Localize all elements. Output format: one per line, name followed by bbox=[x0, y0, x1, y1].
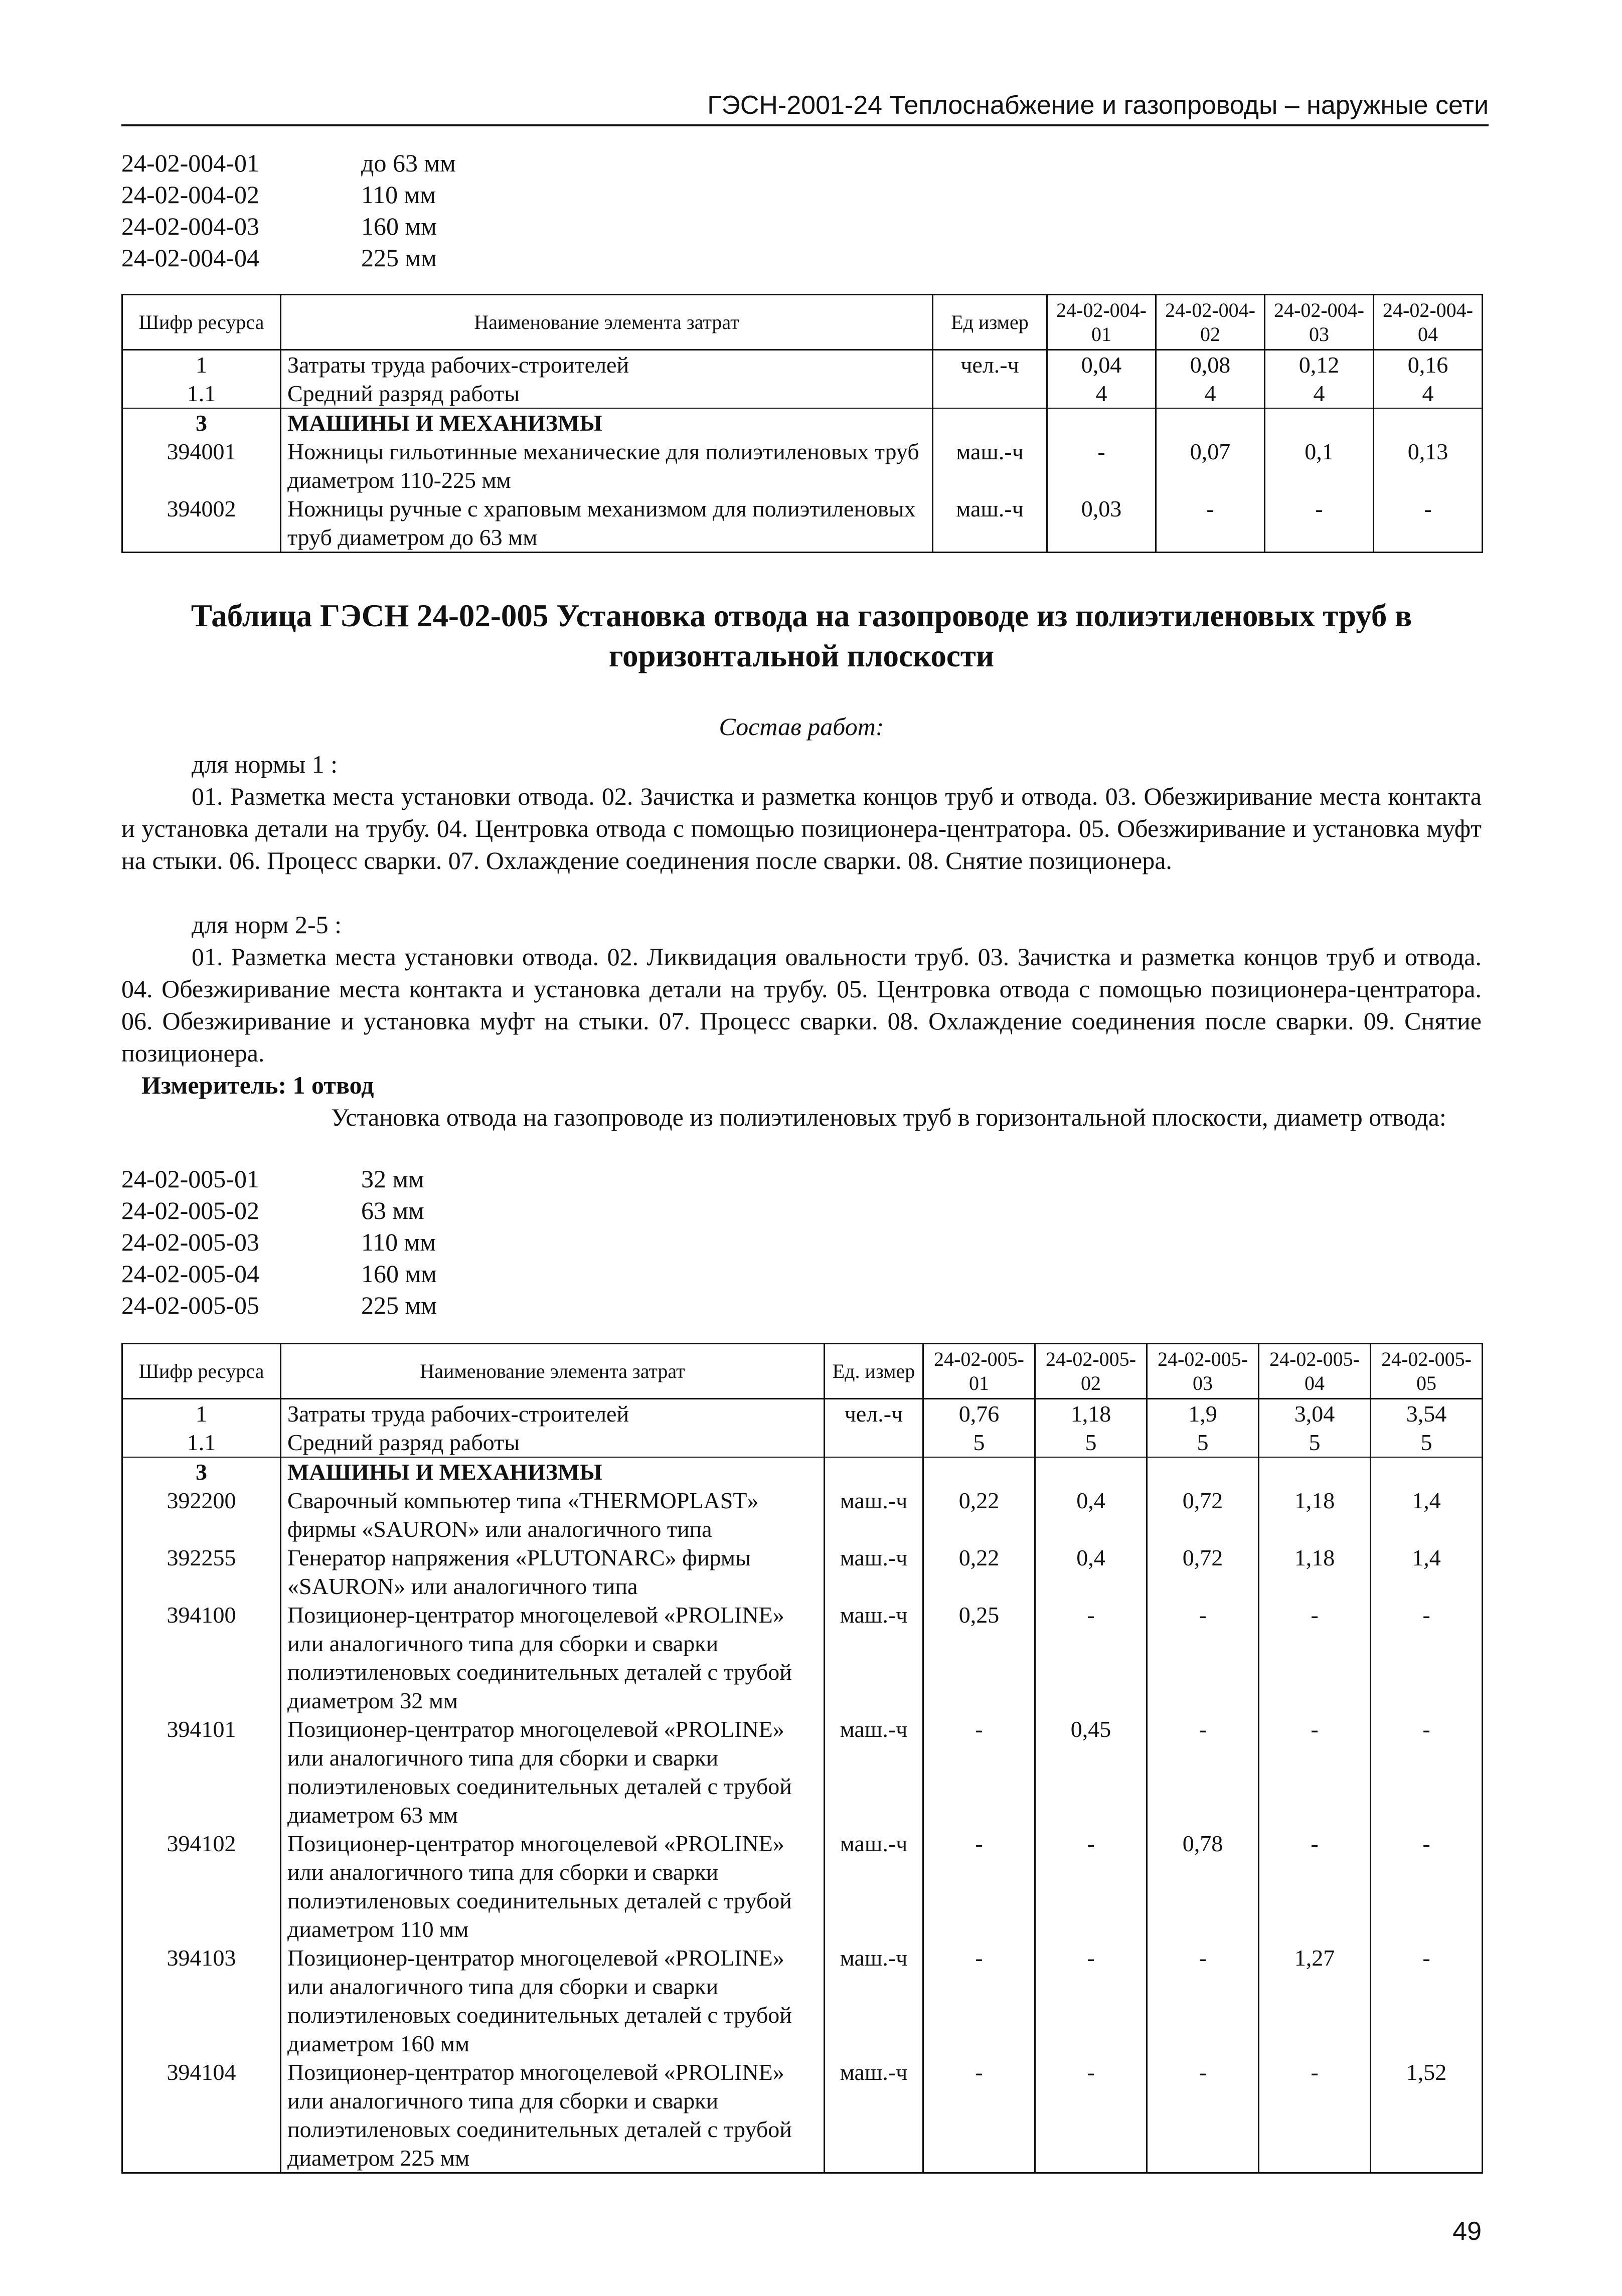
norm-value-cell: - bbox=[1371, 1829, 1483, 1944]
page-number: 49 bbox=[1452, 2217, 1482, 2246]
resource-table-005 bbox=[121, 1343, 1483, 2174]
norm-value-cell: - bbox=[923, 1829, 1035, 1944]
norm-value-cell: 0,22 bbox=[923, 1543, 1035, 1601]
resource-unit: маш.-ч bbox=[825, 1715, 923, 1829]
norm-value-cell: 0,4 bbox=[1035, 1486, 1147, 1543]
col-header-code: Шифр ресурса bbox=[122, 1344, 281, 1399]
resource-code: 3 bbox=[122, 408, 281, 437]
resource-name: Затраты труда рабочих-строителей bbox=[281, 350, 933, 380]
norm-value: 225 мм bbox=[361, 244, 437, 272]
resource-name: Позиционер-центратор многоцелевой «PROLINE» или аналогичного типа для сборки и сварки полиэтиленовых соединительных деталей с трубой диаметром 63 мм bbox=[281, 1715, 825, 1829]
norm-code: 24-02-004-04 bbox=[121, 244, 259, 272]
norm-row bbox=[121, 1163, 437, 1195]
norm-value-cell: - bbox=[1156, 494, 1265, 553]
norm-list-004 bbox=[121, 147, 456, 274]
norm-value-cell: - bbox=[1035, 1944, 1147, 2058]
norm-value: 110 мм bbox=[361, 1228, 436, 1256]
norm25-text: 01. Разметка места установки отвода. 02. Ликвидация овальности труб. 03. Зачистка и разметка концов труб и отвода. 04. Обезжиривание места контакта и установка детали на трубу. 05. Центровка отвода с помощью позиционера-центратора. 06. Обезжиривание и установка муфт на стыки. 07. Процесс сварки. 08. Охлаждение соединения после сварки. 09. Снятие позиционера. bbox=[121, 943, 1482, 1067]
norm-value-cell: 1,18 bbox=[1035, 1399, 1147, 1429]
norm-value-cell: 1,27 bbox=[1259, 1944, 1371, 2058]
table-row bbox=[122, 408, 1483, 437]
norm1-text: 01. Разметка места установки отвода. 02. Зачистка и разметка концов труб и отвода. 03. Обезжиривание места контакта и установка детали на трубу. 04. Центровка отвода с помощью позиционера-центратора. 05. Обезжиривание и установка муфт на стыки. 06. Процесс сварки. 07. Охлаждение соединения после сварки. 08. Снятие позиционера. bbox=[121, 782, 1482, 874]
norm-value-cell: 0,07 bbox=[1156, 437, 1265, 494]
col-header-norm: 24-02-004-03 bbox=[1265, 295, 1374, 350]
norm-value-cell: 0,03 bbox=[1047, 494, 1156, 553]
resource-unit: маш.-ч bbox=[933, 494, 1047, 553]
resource-code: 394103 bbox=[122, 1944, 281, 2058]
norm-value-cell: 3,54 bbox=[1371, 1399, 1483, 1429]
norm-value-cell: - bbox=[1259, 2058, 1371, 2173]
description: Установка отвода на газопроводе из полиэтиленовых труб в горизонтальной плоскости, диаметр отвода: bbox=[331, 1103, 1446, 1131]
table-row bbox=[122, 350, 1483, 380]
norm-code: 24-02-005-03 bbox=[121, 1228, 259, 1256]
norm-row bbox=[121, 1195, 437, 1226]
norm-value-cell: 0,4 bbox=[1035, 1543, 1147, 1601]
norm-value-cell: - bbox=[1147, 1715, 1259, 1829]
table-header-row bbox=[122, 1344, 1483, 1399]
norm-value-cell: 0,22 bbox=[923, 1486, 1035, 1543]
resource-unit: чел.-ч bbox=[933, 350, 1047, 380]
table-row bbox=[122, 2058, 1483, 2173]
norm-value-cell: 5 bbox=[1259, 1428, 1371, 1457]
resource-unit: маш.-ч bbox=[825, 1601, 923, 1715]
norm-value-cell: 0,25 bbox=[923, 1601, 1035, 1715]
col-header-norm: 24-02-005-05 bbox=[1371, 1344, 1483, 1399]
norm-value: 32 мм bbox=[361, 1165, 424, 1193]
norm-value-cell: - bbox=[923, 2058, 1035, 2173]
measure-unit: Измеритель: 1 отвод bbox=[141, 1071, 374, 1099]
norm-value: 110 мм bbox=[361, 181, 436, 209]
resource-code: 1.1 bbox=[122, 1428, 281, 1457]
norm-row bbox=[121, 179, 456, 211]
norm1-label: для нормы 1 : bbox=[192, 750, 338, 778]
norm-list-005 bbox=[121, 1163, 437, 1321]
resource-unit: маш.-ч bbox=[825, 1944, 923, 2058]
norm-value-cell: - bbox=[1265, 494, 1374, 553]
norm-value: 225 мм bbox=[361, 1291, 437, 1319]
running-header: ГЭСН-2001-24 Теплоснабжение и газопроводы – наружные сети bbox=[121, 89, 1489, 126]
col-header-unit: Ед измер bbox=[933, 295, 1047, 350]
norm-value-cell: - bbox=[1147, 2058, 1259, 2173]
norm-code: 24-02-005-04 bbox=[121, 1260, 259, 1288]
col-header-name: Наименование элемента затрат bbox=[281, 1344, 825, 1399]
norm-value-cell: 5 bbox=[1035, 1428, 1147, 1457]
norm-value-cell: - bbox=[1035, 1829, 1147, 1944]
norm-value-cell: 0,72 bbox=[1147, 1543, 1259, 1601]
norm-value-cell: 0,16 bbox=[1374, 350, 1483, 380]
norm-value-cell: - bbox=[923, 1944, 1035, 2058]
norm-value-cell: - bbox=[1147, 1601, 1259, 1715]
resource-unit: маш.-ч bbox=[825, 1829, 923, 1944]
resource-name: Сварочный компьютер типа «THERMOPLAST» фирмы «SAURON» или аналогичного типа bbox=[281, 1486, 825, 1543]
norm-value-cell: 1,4 bbox=[1371, 1486, 1483, 1543]
table-header-row bbox=[122, 295, 1483, 350]
resource-code: 392255 bbox=[122, 1543, 281, 1601]
norm-value-cell bbox=[1147, 1457, 1259, 1486]
resource-name: Ножницы гильотинные механические для полиэтиленовых труб диаметром 110-225 мм bbox=[281, 437, 933, 494]
resource-code: 394002 bbox=[122, 494, 281, 553]
norm-code: 24-02-004-02 bbox=[121, 181, 259, 209]
norm-value-cell: 1,9 bbox=[1147, 1399, 1259, 1429]
norm-value-cell: 0,12 bbox=[1265, 350, 1374, 380]
norm-value-cell: 0,08 bbox=[1156, 350, 1265, 380]
norm-value-cell: 3,04 bbox=[1259, 1399, 1371, 1429]
norm-value-cell: - bbox=[1035, 2058, 1147, 2173]
resource-code: 394101 bbox=[122, 1715, 281, 1829]
norm-value-cell bbox=[1047, 408, 1156, 437]
norm-value-cell: 1,18 bbox=[1259, 1486, 1371, 1543]
norm-value: 160 мм bbox=[361, 212, 437, 240]
resource-unit: маш.-ч bbox=[825, 1543, 923, 1601]
norm-value-cell bbox=[1156, 408, 1265, 437]
table-row bbox=[122, 437, 1483, 494]
norm-value-cell: 0,04 bbox=[1047, 350, 1156, 380]
col-header-norm: 24-02-004-04 bbox=[1374, 295, 1483, 350]
resource-code: 394001 bbox=[122, 437, 281, 494]
table-row bbox=[122, 1543, 1483, 1601]
norm-value-cell: 0,1 bbox=[1265, 437, 1374, 494]
norm-value-cell: 4 bbox=[1047, 379, 1156, 408]
resource-code: 394100 bbox=[122, 1601, 281, 1715]
norm-value: 160 мм bbox=[361, 1260, 437, 1288]
col-header-norm: 24-02-004-01 bbox=[1047, 295, 1156, 350]
norm-value-cell: 5 bbox=[923, 1428, 1035, 1457]
table-row bbox=[122, 1486, 1483, 1543]
norm-value-cell: 1,18 bbox=[1259, 1543, 1371, 1601]
resource-code: 394104 bbox=[122, 2058, 281, 2173]
resource-name: Позиционер-центратор многоцелевой «PROLINE» или аналогичного типа для сборки и сварки полиэтиленовых соединительных деталей с трубой диаметром 32 мм bbox=[281, 1601, 825, 1715]
norm-value-cell bbox=[1265, 408, 1374, 437]
col-header-norm: 24-02-005-02 bbox=[1035, 1344, 1147, 1399]
norm-value-cell: 0,72 bbox=[1147, 1486, 1259, 1543]
resource-unit: маш.-ч bbox=[933, 437, 1047, 494]
norm-value-cell bbox=[1035, 1457, 1147, 1486]
resource-unit bbox=[825, 1457, 923, 1486]
table-row bbox=[122, 1457, 1483, 1486]
resource-name: Средний разряд работы bbox=[281, 379, 933, 408]
norm-row bbox=[121, 1290, 437, 1321]
col-header-norm: 24-02-005-01 bbox=[923, 1344, 1035, 1399]
col-header-name: Наименование элемента затрат bbox=[281, 295, 933, 350]
col-header-norm: 24-02-005-04 bbox=[1259, 1344, 1371, 1399]
norm-value-cell: - bbox=[1371, 1601, 1483, 1715]
resource-code: 1.1 bbox=[122, 379, 281, 408]
resource-unit bbox=[825, 1428, 923, 1457]
norm-value-cell bbox=[1374, 408, 1483, 437]
section-heading: МАШИНЫ И МЕХАНИЗМЫ bbox=[281, 408, 933, 437]
table-row bbox=[122, 1399, 1483, 1429]
norm-value-cell: 4 bbox=[1374, 379, 1483, 408]
norm-row bbox=[121, 147, 456, 179]
resource-unit: маш.-ч bbox=[825, 1486, 923, 1543]
table-row bbox=[122, 1944, 1483, 2058]
resource-unit: маш.-ч bbox=[825, 2058, 923, 2173]
norm25-label: для норм 2-5 : bbox=[192, 911, 342, 939]
norm-value: 63 мм bbox=[361, 1196, 424, 1224]
table-row bbox=[122, 1715, 1483, 1829]
norm-code: 24-02-004-03 bbox=[121, 212, 259, 240]
norm-value-cell: - bbox=[1371, 1944, 1483, 2058]
resource-unit: чел.-ч bbox=[825, 1399, 923, 1429]
norm-value-cell: 0,78 bbox=[1147, 1829, 1259, 1944]
col-header-norm: 24-02-004-02 bbox=[1156, 295, 1265, 350]
resource-table-004 bbox=[121, 294, 1483, 553]
resource-name: Средний разряд работы bbox=[281, 1428, 825, 1457]
norm-value-cell: 0,45 bbox=[1035, 1715, 1147, 1829]
norm-value-cell: - bbox=[923, 1715, 1035, 1829]
norm-code: 24-02-005-05 bbox=[121, 1291, 259, 1319]
resource-name: Позиционер-центратор многоцелевой «PROLINE» или аналогичного типа для сборки и сварки полиэтиленовых соединительных деталей с трубой диаметром 225 мм bbox=[281, 2058, 825, 2173]
norm-code: 24-02-005-01 bbox=[121, 1165, 259, 1193]
resource-code: 1 bbox=[122, 1399, 281, 1429]
table-row bbox=[122, 1829, 1483, 1944]
norm-value: до 63 мм bbox=[361, 149, 456, 177]
resource-name: Позиционер-центратор многоцелевой «PROLINE» или аналогичного типа для сборки и сварки полиэтиленовых соединительных деталей с трубой диаметром 160 мм bbox=[281, 1944, 825, 2058]
resource-unit bbox=[933, 379, 1047, 408]
norm-value-cell: - bbox=[1259, 1715, 1371, 1829]
norm-value-cell: 4 bbox=[1265, 379, 1374, 408]
resource-code: 3 bbox=[122, 1457, 281, 1486]
col-header-code: Шифр ресурса bbox=[122, 295, 281, 350]
norm-value-cell: 5 bbox=[1371, 1428, 1483, 1457]
resource-unit bbox=[933, 408, 1047, 437]
norm-value-cell bbox=[1371, 1457, 1483, 1486]
composition-label: Состав работ: bbox=[719, 713, 884, 741]
table-row bbox=[122, 1601, 1483, 1715]
resource-code: 1 bbox=[122, 350, 281, 380]
norm-value-cell: 1,52 bbox=[1371, 2058, 1483, 2173]
norm-value-cell: - bbox=[1371, 1715, 1483, 1829]
col-header-unit: Ед. измер bbox=[825, 1344, 923, 1399]
norm-value-cell: 0,13 bbox=[1374, 437, 1483, 494]
norm-value-cell: - bbox=[1047, 437, 1156, 494]
norm-value-cell: 1,4 bbox=[1371, 1543, 1483, 1601]
table-row bbox=[122, 494, 1483, 553]
norm-value-cell bbox=[1259, 1457, 1371, 1486]
resource-name: Генератор напряжения «PLUTONARC» фирмы «SAURON» или аналогичного типа bbox=[281, 1543, 825, 1601]
norm-value-cell: - bbox=[1259, 1829, 1371, 1944]
norm-code: 24-02-004-01 bbox=[121, 149, 259, 177]
resource-name: Позиционер-центратор многоцелевой «PROLINE» или аналогичного типа для сборки и сварки полиэтиленовых соединительных деталей с трубой диаметром 110 мм bbox=[281, 1829, 825, 1944]
col-header-norm: 24-02-005-03 bbox=[1147, 1344, 1259, 1399]
norm-row bbox=[121, 1258, 437, 1290]
norm-row bbox=[121, 1226, 437, 1258]
norm-value-cell: - bbox=[1035, 1601, 1147, 1715]
resource-name: Ножницы ручные с храповым механизмом для полиэтиленовых труб диаметром до 63 мм bbox=[281, 494, 933, 553]
table-row bbox=[122, 379, 1483, 408]
norm-value-cell: - bbox=[1374, 494, 1483, 553]
resource-code: 394102 bbox=[122, 1829, 281, 1944]
resource-name: Затраты труда рабочих-строителей bbox=[281, 1399, 825, 1429]
norm-value-cell: - bbox=[1259, 1601, 1371, 1715]
norm-value-cell: 0,76 bbox=[923, 1399, 1035, 1429]
norm-row bbox=[121, 242, 456, 274]
norm-value-cell: 5 bbox=[1147, 1428, 1259, 1457]
resource-code: 392200 bbox=[122, 1486, 281, 1543]
table-title: Таблица ГЭСН 24-02-005 Установка отвода на газопроводе из полиэтиленовых труб в горизонтальной плоскости bbox=[191, 598, 1412, 673]
norm-row bbox=[121, 211, 456, 242]
norm-code: 24-02-005-02 bbox=[121, 1196, 259, 1224]
norm-value-cell: 4 bbox=[1156, 379, 1265, 408]
section-heading: МАШИНЫ И МЕХАНИЗМЫ bbox=[281, 1457, 825, 1486]
norm-value-cell bbox=[923, 1457, 1035, 1486]
table-row bbox=[122, 1428, 1483, 1457]
norm-value-cell: - bbox=[1147, 1944, 1259, 2058]
